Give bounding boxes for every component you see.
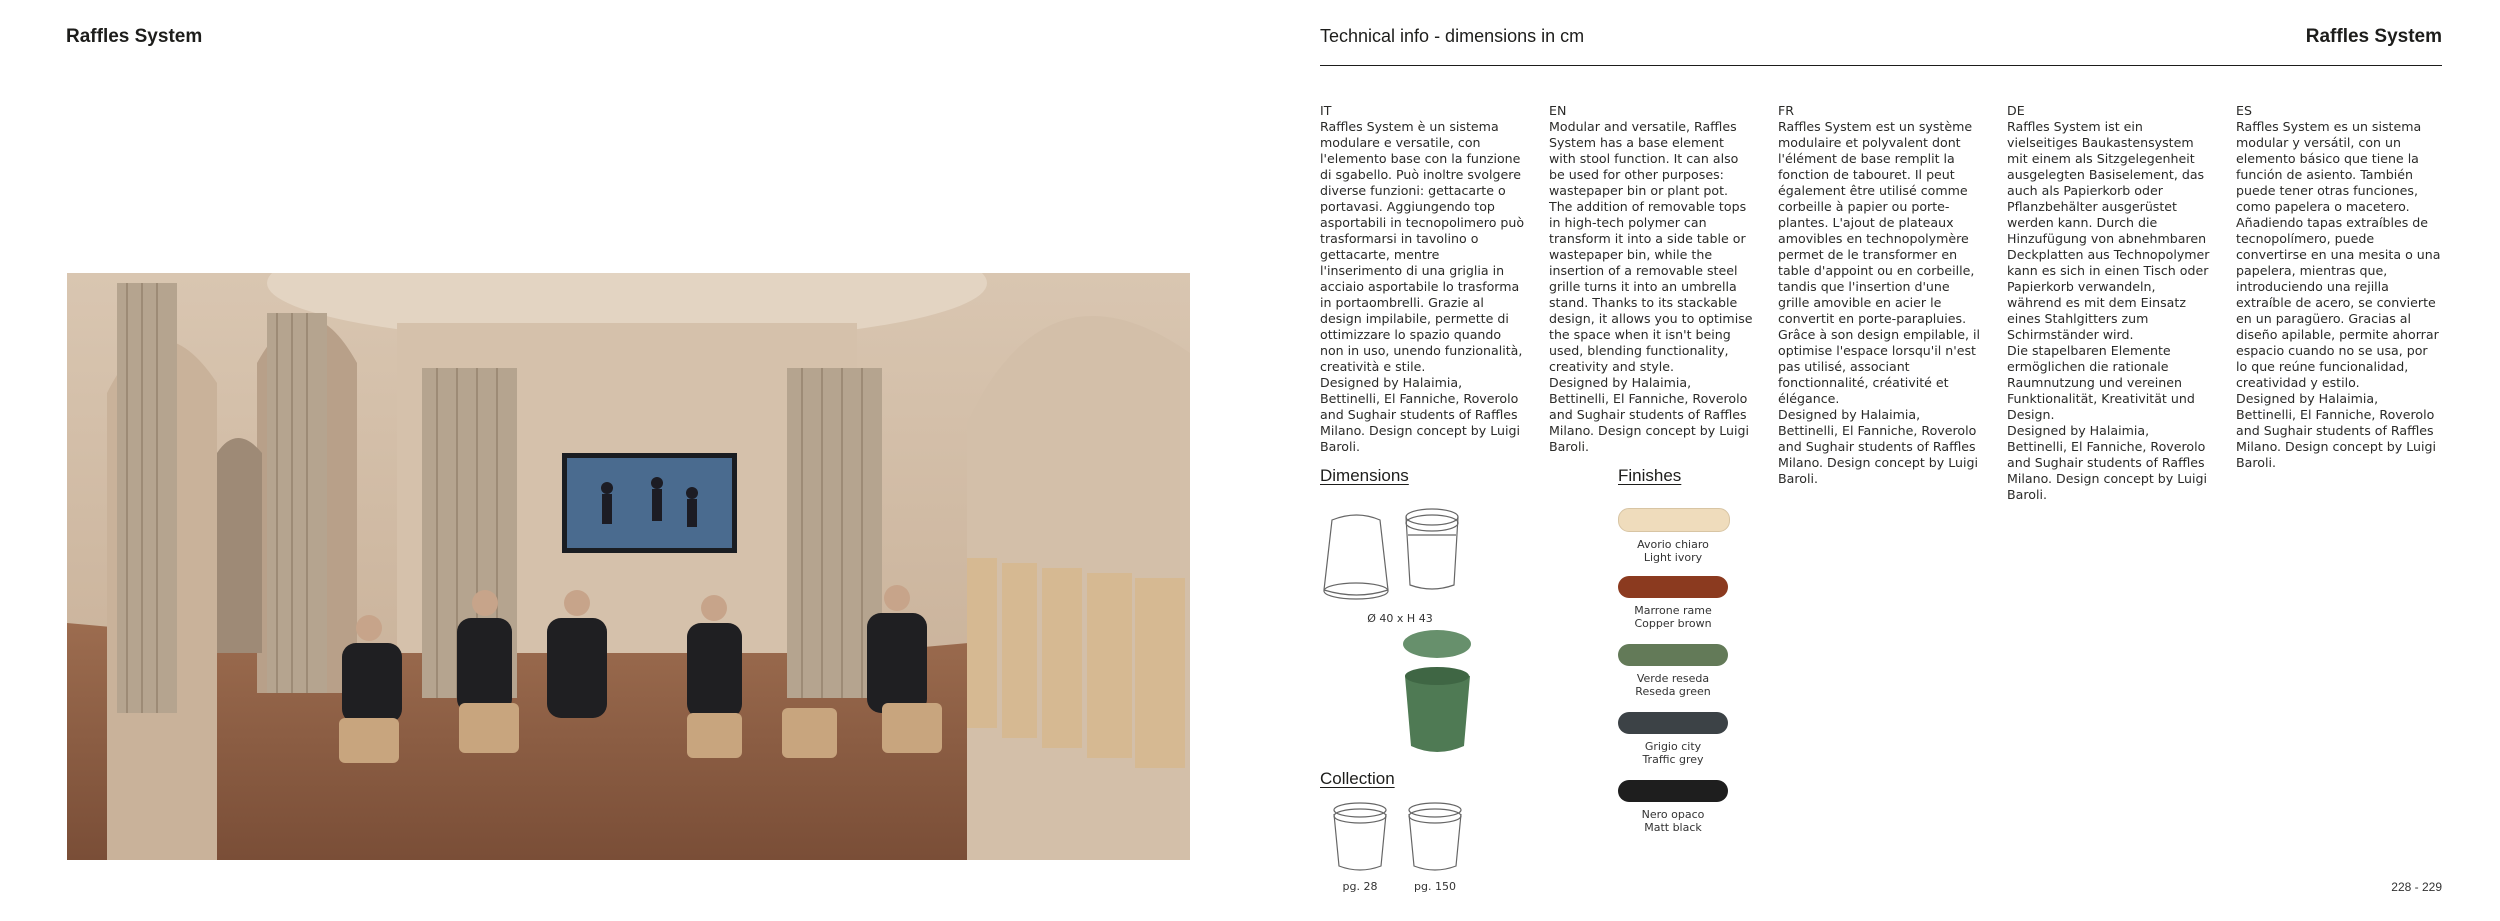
- brand-title-left: Raffles System: [66, 26, 203, 47]
- description-text: Raffles System es un sistema modular y versátil, con un elemento básico que tiene la función de asiento. También puede tener otras funciones, como papelera o macetero. Añadiendo tapas extraíbles de tecnopolímero, puede convertirse en una mesita o una papelera, mientras que, introduciendo una rejilla extraíble de acero, se convierte en un paragüero. Gracias al diseño apilable, permite ahorrar espacio cuando no se usa, por lo que reúne funcionalidad, creatividad y estilo. Designed by Halaimia, Bettinelli, El Fanniche, Roverolo and Sughair students of Raffles Milano. Design concept by Luigi Baroli.: [2236, 119, 2441, 470]
- finish-swatch-item: [1618, 712, 1728, 766]
- finish-swatch: [1618, 644, 1728, 666]
- collection-item-icon: [1405, 800, 1465, 875]
- finish-swatch: [1618, 712, 1728, 734]
- finish-name-it: Nero opaco: [1641, 808, 1705, 821]
- language-code: IT: [1320, 103, 1332, 118]
- dimensions-heading: Dimensions: [1320, 466, 1409, 485]
- finish-name-en: Reseda green: [1635, 685, 1711, 698]
- product-photo: [67, 273, 1190, 860]
- dimensions-caption: Ø 40 x H 43: [1367, 612, 1433, 625]
- finish-name-en: Copper brown: [1634, 617, 1712, 630]
- collection-page-ref[interactable]: pg. 150: [1414, 880, 1456, 893]
- language-code: FR: [1778, 103, 1794, 118]
- finish-name-en: Matt black: [1644, 821, 1702, 834]
- description-column-it: [1320, 87, 1525, 455]
- description-column-fr: [1778, 87, 1983, 487]
- finish-swatch-item: [1618, 508, 1728, 564]
- finish-name-en: Light ivory: [1643, 551, 1703, 564]
- finish-name-it: Verde reseda: [1636, 672, 1710, 685]
- description-column-es: [2236, 87, 2441, 471]
- collection-item-icon: [1330, 800, 1390, 875]
- brand-title-right: Raffles System: [2305, 26, 2442, 47]
- finish-name-it: Grigio city: [1644, 740, 1702, 753]
- language-code: DE: [2007, 103, 2025, 118]
- description-text: Raffles System è un sistema modulare e versatile, con l'elemento base con la funzione di sgabello. Può inoltre svolgere diverse funzioni: gettacarte o portavasi. Aggiungendo top asportabili in tecnopolimero può trasformarsi in tavolino o gettacarte, mentre l'inserimento di una griglia in acciaio asportabile lo trasforma in portaombrelli. Grazie al design impilabile, permette di ottimizzare lo spazio quando non in uso, unendo funzionalità, creatività e stile. Designed by Halaimia, Bettinelli, El Fanniche, Roverolo and Sughair students of Raffles Milano. Design concept by Luigi Baroli.: [1320, 119, 1525, 454]
- finish-swatch: [1618, 576, 1728, 598]
- description-column-de: [2007, 87, 2212, 503]
- language-code: EN: [1549, 103, 1567, 118]
- description-text: Raffles System est un système modulaire et polyvalent dont l'élément de base remplit la fonction de tabouret. Il peut également être utilisé comme corbeille à papier ou porte-plantes. L'ajout de plateaux amovibles en technopolymère permet de le transformer en table d'appoint ou en corbeille, tandis que l'insertion d'une grille amovible en acier le convertit en porte-parapluies. Grâce à son design empilable, il optimise l'espace lorsqu'il n'est pas utilisé, associant fonctionnalité, créativité et élégance. Designed by Halaimia, Bettinelli, El Fanniche, Roverolo and Sughair students of Raffles Milano. Design concept by Luigi Baroli.: [1778, 119, 1981, 486]
- page-numbers: 228 - 229: [2391, 880, 2442, 894]
- language-code: ES: [2236, 103, 2252, 118]
- collection-page-ref[interactable]: pg. 28: [1342, 880, 1378, 893]
- finish-name-en: Traffic grey: [1642, 753, 1704, 766]
- gallery-room-illustration: [67, 273, 1190, 860]
- technical-info-title: Technical info - dimensions in cm: [1320, 26, 1585, 46]
- finish-swatch: [1618, 780, 1728, 802]
- finish-swatch: [1618, 508, 1730, 532]
- finish-swatch-item: [1618, 780, 1728, 834]
- stool-drawing-icon: [1322, 505, 1462, 605]
- finish-name-it: Marrone rame: [1634, 604, 1712, 617]
- finish-name-it: Avorio chiaro: [1637, 538, 1709, 551]
- description-text: Modular and versatile, Raffles System has a base element with stool function. It can also be used for other purposes: wastepaper bin or plant pot. The addition of removable tops in high-tech polymer can transform it into a side table or wastepaper bin, while the insertion of a removable steel grille turns it into an umbrella stand. Thanks to its stackable design, it allows you to optimise the space when it isn't being used, blending functionality, creativity and style. Designed by Halaimia, Bettinelli, El Fanniche, Roverolo and Sughair students of Raffles Milano. Design concept by Luigi Baroli.: [1549, 119, 1753, 454]
- description-column-en: [1549, 87, 1754, 455]
- collection-heading: Collection: [1320, 769, 1395, 788]
- finish-swatch-item: [1618, 576, 1728, 630]
- finish-swatch-item: [1618, 644, 1728, 698]
- header-divider: [1320, 65, 2442, 66]
- finishes-heading: Finishes: [1618, 466, 1682, 485]
- description-text: Raffles System ist ein vielseitiges Baukastensystem mit einem als Sitzgelegenheit ausgelegten Basiselement, das auch als Papierkorb oder Pflanzbehälter ausgerüstet werden kann. Durch die Hinzufügung von abnehmbaren Deckplatten aus Technopolymer kann es sich in einen Tisch oder Papierkorb verwandeln, während es mit dem Einsatz eines Stahlgitters zum Schirmständer wird. Die stapelbaren Elemente ermöglichen die rationale Raumnutzung und vereinen Funktionalität, Kreativität und Design. Designed by Halaimia, Bettinelli, El Fanniche, Roverolo and Sughair students of Raffles Milano. Design concept by Luigi Baroli.: [2007, 119, 2210, 502]
- green-stool-icon: [1400, 628, 1475, 758]
